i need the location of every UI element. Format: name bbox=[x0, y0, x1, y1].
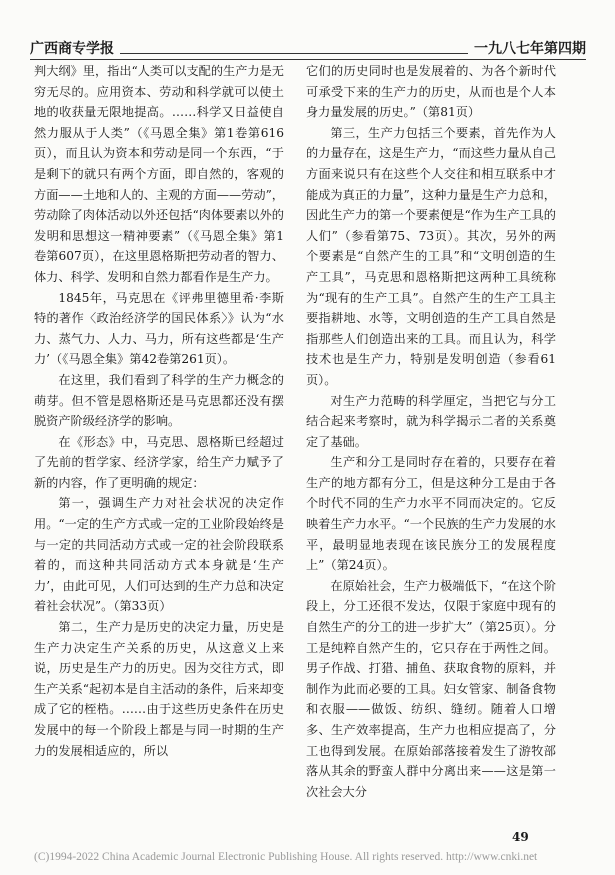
issue-label: 一九八七年第四期 bbox=[474, 41, 586, 57]
journal-title: 广西商专学报 bbox=[30, 41, 114, 57]
paragraph: 第二，生产力是历史的决定力量，历史是生产力决定生产关系的历史，从这意义上来说，历史是生产力的历史。因为交往方式，即生产关系“起初本是自主活动的条件，后来却变成了它的桎梏。……由于这些历史条件在历史发展中的每一个阶段上都是与同一时期的生产力的发展相适应的，所以 bbox=[34, 620, 284, 758]
paragraph: 在这里，我们看到了科学的生产力概念的萌芽。但不管是恩格斯还是马克思都还没有摆脱资产阶级经济学的影响。 bbox=[34, 372, 284, 429]
right-column bbox=[306, 61, 556, 802]
left-column bbox=[34, 61, 284, 761]
paragraph: 1845年，马克思在《评弗里德里希·李斯特的著作〈政治经济学的国民体系〉》认为“水力、蒸气力、人力、马力，所有这些都是‘生产力’（《马恩全集》第42卷第261页）。 bbox=[34, 290, 284, 367]
paragraph: 在《形态》中，马克思、恩格斯已经超过了先前的哲学家、经济学家，给生产力赋予了新的内容，作了更明确的规定： bbox=[34, 434, 284, 490]
copyright-footer: (C)1994-2022 China Academic Journal Electronic Publishing House. All rights reserved. http://www.cnki.net bbox=[34, 851, 538, 863]
paragraph: 它们的历史同时也是发展着的、为各个新时代可承受下来的生产力的历史，从而也是个人本身力量发展的历史。”（第81页） bbox=[306, 64, 556, 120]
header-divider bbox=[30, 59, 586, 60]
paragraph: 生产和分工是同时存在着的，只要存在着生产的地方都有分工，但是这种分工是由于各个时代不同的生产力水平不同而决定的。它反映着生产力水平。“一个民族的生产力发展的水平，最明显地表现在该民族分工的发展程度上”（第24页）。 bbox=[306, 455, 556, 573]
paragraph: 第一，强调生产力对社会状况的决定作用。“一定的生产方式或一定的工业阶段始终是与一定的共同活动方式或一定的社会阶段联系着的，而这种共同活动方式本身就是‘生产力’，由此可见，人们可达到的生产力总和决定着社会状况”。（第33页） bbox=[34, 496, 284, 614]
paragraph: 判大纲》里，指出“人类可以支配的生产力是无穷无尽的。应用资本、劳动和科学就可以使土地的收获量无限地提高。……科学又日益使自然力服从于人类”（《马恩全集》第1卷第616页），而且认为资本和劳动是同一个东西，“于是剩下的就只有两个方面，即自然的，客观的方面——土地和人的、主观的方面——劳动”，劳动除了肉体活动以外还包括“肉体要素以外的发明和思想这一精神要素”（《马恩全集》第1卷第607页），在这里恩格斯把劳动者的智力、体力、科学、发明和自然力都看作是生产力。 bbox=[34, 64, 284, 284]
running-header bbox=[30, 36, 586, 58]
header-rule bbox=[120, 53, 468, 54]
paragraph: 第三，生产力包括三个要素，首先作为人的力量存在，这是生产力，“而这些力量从自己方面来说只有在这些个人交往和相互联系中才能成为真正的力量”，这种力量是生产力总和，因此生产力的第一个要素便是“作为生产工具的人们”（参看第75、73页）。其次，另外的两个要素是“自然产生的工具”和“文明创造的生产工具”，马克思和恩格斯把这两种工具统称为“现有的生产工具”。自然产生的生产工具主要指耕地、水等，文明创造的生产工具自然是指那些人们创造出来的工具。而且认为，科学技术也是生产力，特别是发明创造（参看61页）。 bbox=[306, 125, 556, 387]
paragraph: 对生产力范畴的科学厘定，当把它与分工结合起来考察时，就为科学揭示二者的关系奠定了基础。 bbox=[306, 393, 556, 449]
paragraph: 在原始社会，生产力极端低下，“在这个阶段上，分工还很不发达，仅限于家庭中现有的自然生产的分工的进一步扩大”（第25页）。分工是纯粹自然产生的，它只存在于两性之间。男子作战、打猎、捕鱼、获取食物的原料，并制作为此而必要的工具。妇女管家、制备食物和衣服——做饭、纺织、缝纫。随着人口增多、生产效率提高，生产力也相应提高了，分工也得到发展。在原始部落接着发生了游牧部落从其余的野蛮人群中分离出来——这是第一次社会大分 bbox=[306, 578, 556, 799]
page-number: 49 bbox=[512, 830, 529, 844]
